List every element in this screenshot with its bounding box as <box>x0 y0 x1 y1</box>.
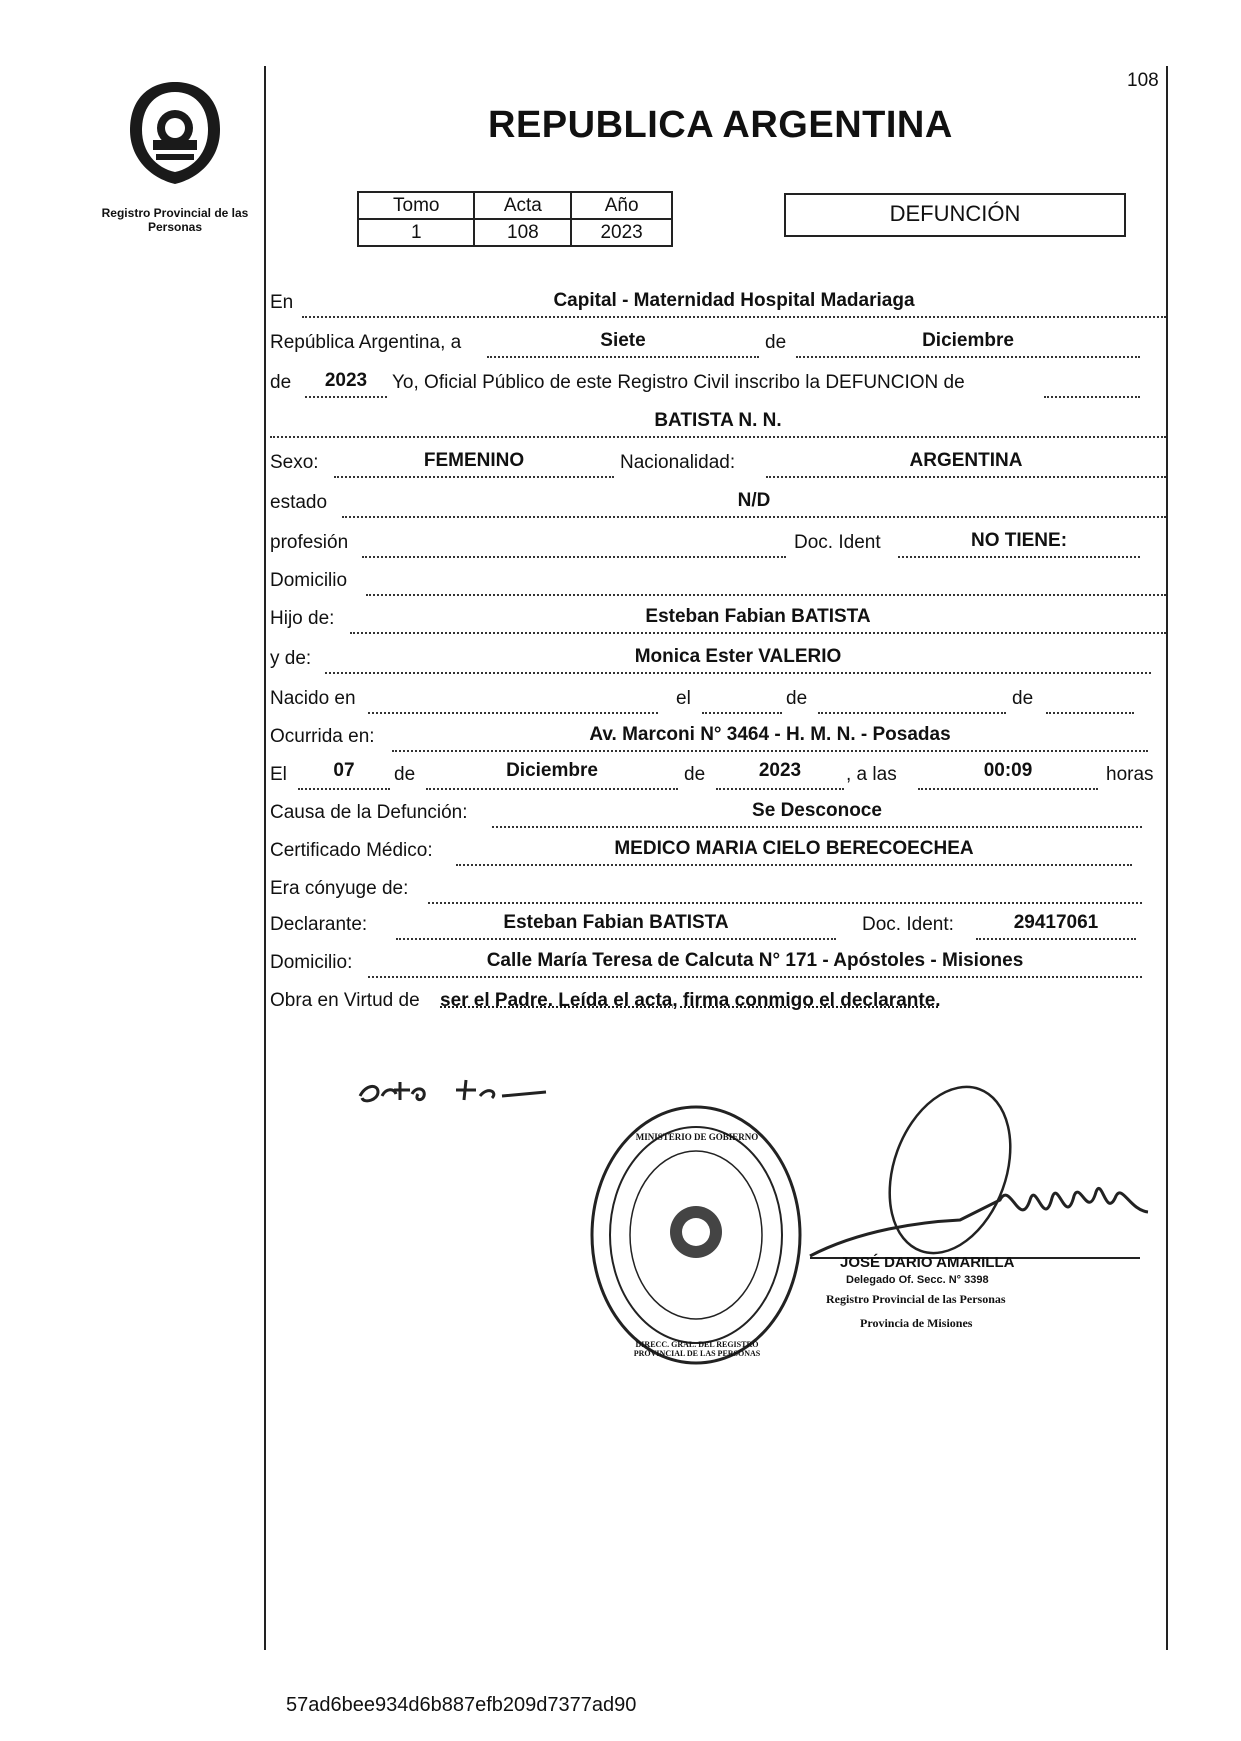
province-logo <box>120 78 230 188</box>
record-table <box>357 191 673 247</box>
certificate-value: MEDICO MARIA CIELO BERECOECHEA <box>614 838 974 859</box>
day-value: Siete <box>600 330 646 351</box>
doc-value: NO TIENE: <box>970 530 1068 551</box>
dotline <box>270 436 1166 438</box>
death-year-value: 2023 <box>758 760 802 781</box>
dotline <box>392 750 1148 752</box>
dotline <box>426 788 678 790</box>
dotline <box>396 938 836 940</box>
dotline <box>487 356 759 358</box>
logo-seal-text: PROVINCIA DE MISIONES <box>1050 10 1063 11</box>
dotline <box>766 476 1166 478</box>
year-value: 2023 <box>324 370 368 391</box>
obra-value: ser el Padre. Leída el acta, firma conmigo el declarante. <box>440 990 941 1011</box>
dotline <box>342 516 1166 518</box>
label-nacido-en: Nacido en <box>270 688 356 709</box>
label-obra: Obra en Virtud de <box>270 990 420 1011</box>
label-de: de <box>765 332 787 353</box>
label-hijo-de: Hijo de: <box>270 608 335 629</box>
page-title: REPUBLICA ARGENTINA <box>488 104 953 146</box>
cause-value: Se Desconoce <box>752 800 882 821</box>
stamp-ring-text: DIRECC. GRAL. DEL REGISTRO PROVINCIAL DE LAS PERSONAS <box>633 1340 761 1358</box>
official-line2: Registro Provincial de las Personas <box>826 1292 1006 1306</box>
label-de3: de <box>786 688 808 709</box>
label-de6: de <box>684 764 706 785</box>
dotline <box>350 632 1166 634</box>
dotline <box>702 712 782 714</box>
page-number: 108 <box>1127 70 1159 91</box>
label-domicilio2: Domicilio: <box>270 952 353 973</box>
dotline <box>796 356 1140 358</box>
label-yo: Yo, Oficial Público de este Registro Civil inscribo la DEFUNCION de <box>392 372 965 393</box>
label-de4: de <box>1012 688 1034 709</box>
label-el2: El <box>270 764 287 785</box>
dotline <box>818 712 1006 714</box>
nationality-value: ARGENTINA <box>909 450 1023 471</box>
dotline <box>366 594 1166 596</box>
dotline <box>456 864 1132 866</box>
death-time-value: 00:09 <box>983 760 1033 781</box>
document-hash: 57ad6bee934d6b887efb209d7377ad90 <box>286 1694 637 1716</box>
label-ocurrida: Ocurrida en: <box>270 726 375 747</box>
dotline <box>305 396 387 398</box>
dotline <box>428 902 1142 904</box>
dotline <box>976 938 1136 940</box>
record-type-box: DEFUNCIÓN <box>784 193 1126 237</box>
label-domicilio: Domicilio <box>270 570 348 591</box>
right-margin-line <box>1166 66 1168 1650</box>
label-profesion: profesión <box>270 532 349 553</box>
dotline <box>492 826 1142 828</box>
mother-value: Monica Ester VALERIO <box>634 646 842 667</box>
declarant-value: Esteban Fabian BATISTA <box>503 912 729 933</box>
label-a-las: , a las <box>846 764 897 785</box>
label-de5: de <box>394 764 416 785</box>
anio-label: Año <box>571 192 672 219</box>
death-month-value: Diciembre <box>506 760 598 781</box>
label-certificado: Certificado Médico: <box>270 840 433 861</box>
declarant-signature <box>356 1066 556 1121</box>
sex-value: FEMENINO <box>423 450 525 471</box>
official-line3: Provincia de Misiones <box>860 1316 973 1330</box>
death-day-value: 07 <box>333 760 355 781</box>
tomo-label: Tomo <box>358 192 474 219</box>
label-el: el <box>676 688 691 709</box>
stamp-inner-text: MINISTERIO DE GOBIERNO <box>635 1132 759 1142</box>
father-value: Esteban Fabian BATISTA <box>645 606 871 627</box>
dotline <box>368 976 1142 978</box>
dotline <box>898 556 1140 558</box>
declarant-address-value: Calle María Teresa de Calcuta N° 171 - Apóstoles - Misiones <box>486 950 1024 971</box>
label-y-de: y de: <box>270 648 312 669</box>
label-en: En <box>270 292 294 313</box>
dotline <box>298 788 390 790</box>
label-republica: República Argentina, a <box>270 332 462 353</box>
place-of-death-value: Av. Marconi N° 3464 - H. M. N. - Posadas <box>589 724 951 745</box>
dotline <box>1046 712 1134 714</box>
official-name: JOSÉ DARIO AMARILLA <box>840 1254 1015 1271</box>
dotline <box>334 476 614 478</box>
label-doc-ident: Doc. Ident <box>794 532 881 553</box>
month-value: Diciembre <box>922 330 1014 351</box>
left-margin-line <box>264 66 266 1650</box>
label-nacionalidad: Nacionalidad: <box>620 452 736 473</box>
acta-label: Acta <box>474 192 571 219</box>
label-de2: de <box>270 372 292 393</box>
dotline <box>302 316 1166 318</box>
label-sexo: Sexo: <box>270 452 319 473</box>
label-horas: horas <box>1106 764 1154 785</box>
anio-value: 2023 <box>571 219 672 246</box>
label-causa: Causa de la Defunción: <box>270 802 468 823</box>
logo-caption: Registro Provincial de las Personas <box>101 206 249 234</box>
acta-value: 108 <box>474 219 571 246</box>
official-line1: Delegado Of. Secc. N° 3398 <box>846 1274 989 1286</box>
label-conyuge: Era cónyuge de: <box>270 878 409 899</box>
place-value: Capital - Maternidad Hospital Madariaga <box>553 290 915 311</box>
tomo-value: 1 <box>358 219 474 246</box>
label-declarante: Declarante: <box>270 914 368 935</box>
dotline <box>368 712 658 714</box>
label-estado: estado <box>270 492 328 513</box>
dotline <box>918 788 1098 790</box>
label-doc-ident2: Doc. Ident: <box>862 914 954 935</box>
dotline <box>716 788 844 790</box>
deceased-name: BATISTA N. N. <box>654 410 782 431</box>
dotline <box>325 672 1151 674</box>
status-value: N/D <box>737 490 771 511</box>
declarant-doc-value: 29417061 <box>1013 912 1099 933</box>
dotline <box>1044 396 1140 398</box>
dotline <box>362 556 786 558</box>
